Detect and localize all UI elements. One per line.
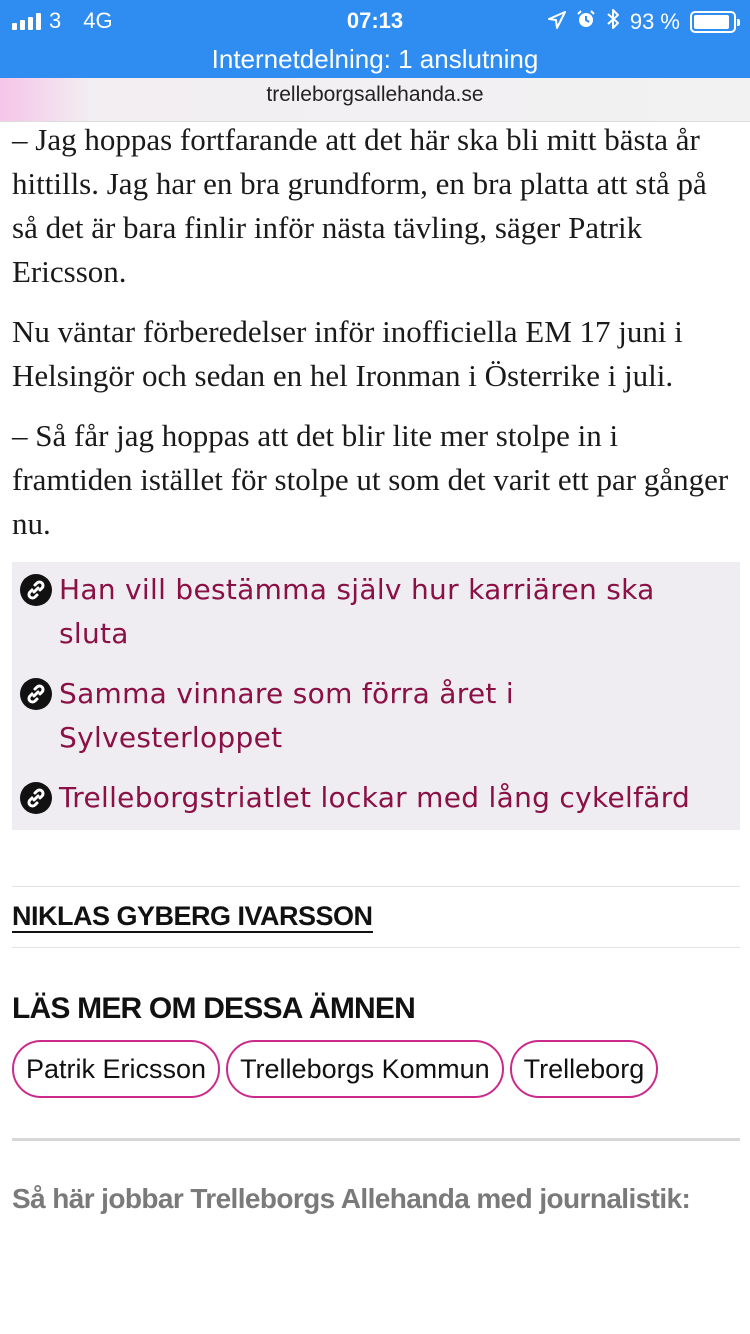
battery-percent: 93 %: [629, 9, 680, 34]
article-paragraph: – Så får jag hoppas att det blir lite mer stolpe in i framtiden istället för stolpe ut som det varit ett par gånger nu.: [12, 418, 729, 541]
related-link[interactable]: [20, 776, 732, 820]
related-link-text[interactable]: Trelleborgstriatlet lockar med lång cykelfärd: [59, 781, 691, 814]
link-icon: [20, 678, 52, 710]
location-arrow-icon: [548, 9, 566, 35]
author-link[interactable]: NIKLAS GYBERG IVARSSON: [12, 901, 373, 931]
topic-tag[interactable]: Trelleborgs Kommun: [226, 1040, 504, 1098]
section-teaser[interactable]: Så här jobbar Trelleborgs Allehanda med journalistik:: [12, 1183, 691, 1214]
article-paragraph: Nu väntar förberedelser inför inofficiella EM 17 juni i Helsingör och sedan en hel Ironman i Österrike i juli.: [12, 314, 683, 393]
related-links-box: [12, 562, 740, 830]
link-icon: [20, 574, 52, 606]
divider: [12, 1138, 740, 1141]
battery-icon: [690, 11, 736, 33]
divider: [12, 947, 740, 948]
carrier-label: 3: [49, 8, 62, 33]
topic-tags: [12, 1040, 740, 1098]
network-label: 4G: [83, 8, 113, 33]
related-link-text[interactable]: Samma vinnare som förra året i Sylvesterloppet: [59, 677, 514, 754]
clock: 07:13: [346, 8, 404, 33]
article-body: [12, 118, 740, 1215]
link-icon: [20, 782, 52, 814]
alarm-icon: [576, 9, 596, 35]
url-bar[interactable]: trelleborgsallehanda.se: [0, 78, 750, 122]
bluetooth-icon: [606, 8, 620, 36]
related-link[interactable]: [20, 568, 732, 656]
topic-tag[interactable]: Trelleborg: [510, 1040, 659, 1098]
hotspot-banner[interactable]: Internetdelning: 1 anslutning: [0, 40, 750, 78]
related-link[interactable]: [20, 672, 732, 760]
topics-heading: LÄS MER OM DESSA ÄMNEN: [12, 992, 415, 1025]
related-link-text[interactable]: Han vill bestämma själv hur karriären ska sluta: [59, 573, 655, 650]
status-bar: [0, 0, 750, 40]
article-paragraph: – Jag hoppas fortfarande att det här ska bli mitt bästa år hittills. Jag har en bra grundform, en bra platta att stå på så det är bara finlir inför nästa tävling, säger Patrik Ericsson.: [12, 122, 707, 289]
byline: [12, 887, 740, 947]
topic-tag[interactable]: Patrik Ericsson: [12, 1040, 220, 1098]
status-icons: [548, 8, 736, 36]
